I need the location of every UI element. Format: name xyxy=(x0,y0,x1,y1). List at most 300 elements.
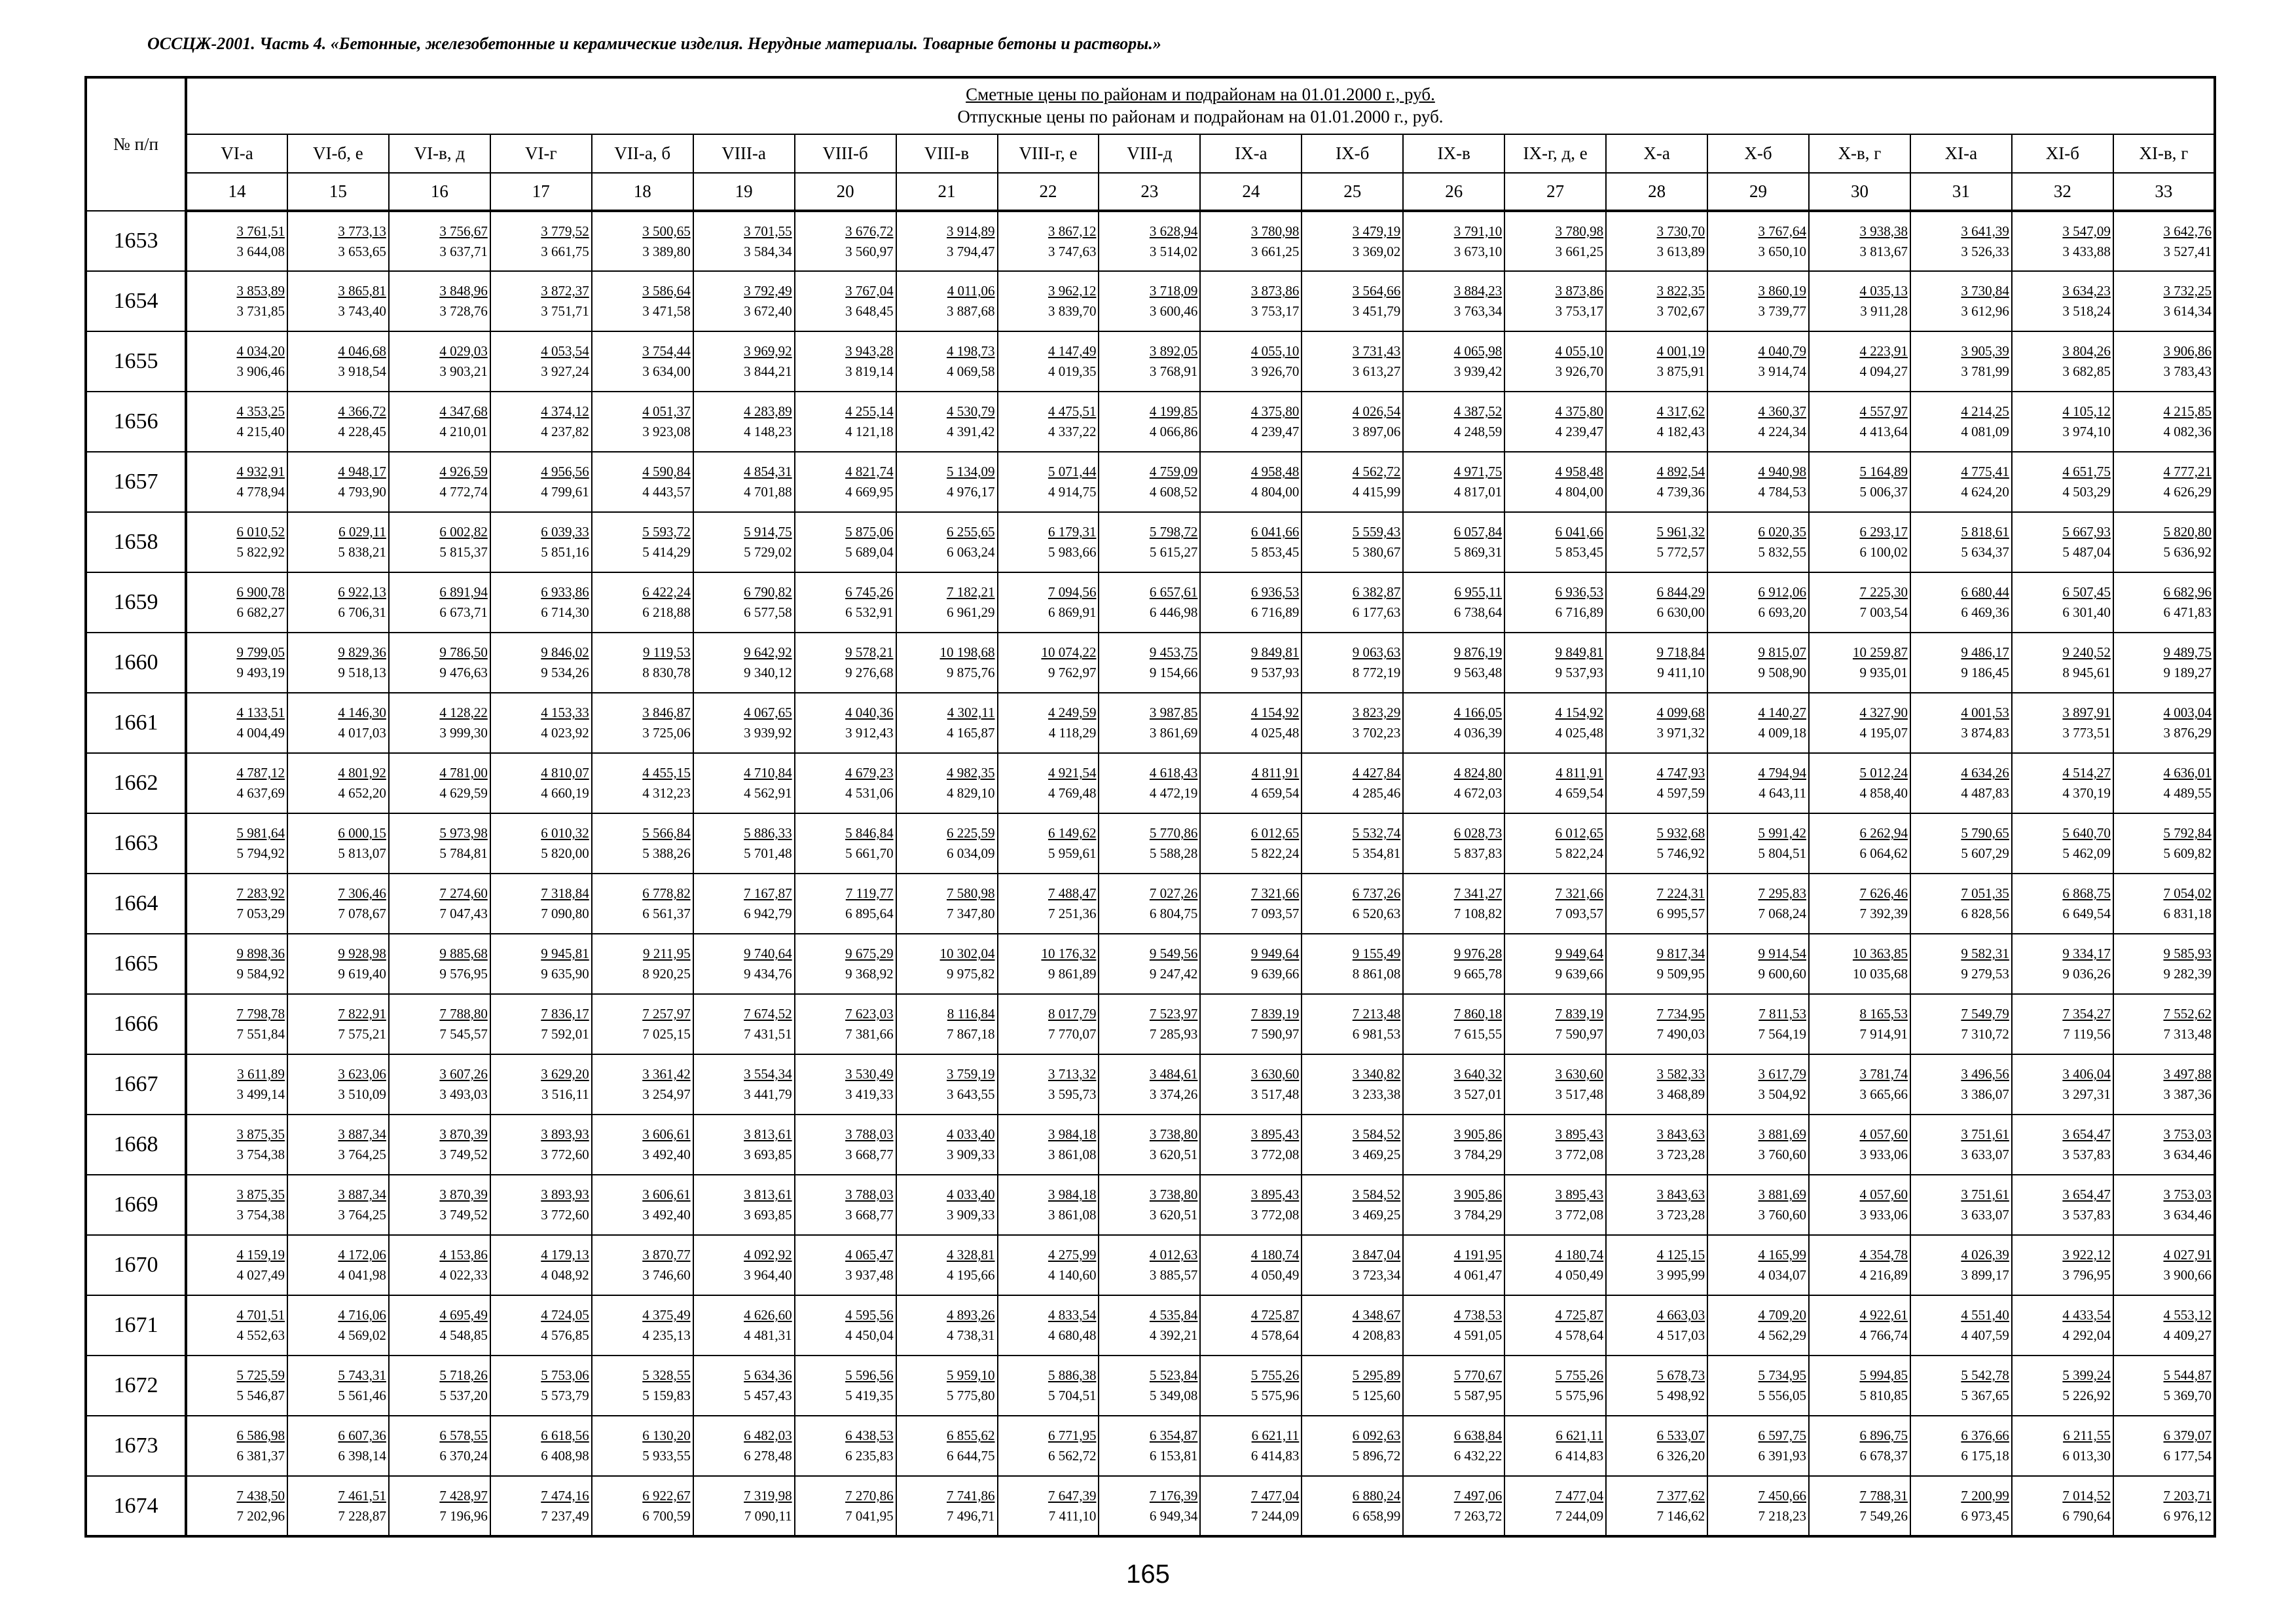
estimate-price: 4 099,68 xyxy=(1656,705,1705,720)
estimate-price: 4 375,80 xyxy=(1250,403,1300,419)
release-price: 3 620,51 xyxy=(1149,1207,1198,1223)
price-cell xyxy=(795,271,896,331)
price-cell xyxy=(592,874,693,934)
price-cell xyxy=(1200,1356,1302,1416)
release-price: 3 537,83 xyxy=(2062,1207,2111,1223)
estimate-price: 7 839,19 xyxy=(1250,1006,1300,1022)
estimate-price: 3 895,43 xyxy=(1250,1126,1300,1142)
release-price: 3 906,46 xyxy=(236,363,285,379)
release-price: 3 600,46 xyxy=(1149,303,1198,319)
price-cell xyxy=(2012,392,2113,452)
release-price: 3 939,42 xyxy=(1453,363,1503,379)
price-cell xyxy=(1606,452,1707,512)
release-price: 6 301,40 xyxy=(2062,604,2111,620)
release-price: 3 731,85 xyxy=(236,303,285,319)
release-price: 3 693,85 xyxy=(744,1147,792,1162)
release-price: 7 867,18 xyxy=(947,1026,995,1042)
estimate-price: 6 179,31 xyxy=(1048,524,1097,540)
price-cell xyxy=(1200,1175,1302,1235)
estimate-price: 3 753,03 xyxy=(2163,1126,2212,1142)
price-cell xyxy=(1910,874,2012,934)
column-number: 26 xyxy=(1403,173,1504,211)
price-cell xyxy=(1809,1295,1910,1356)
price-cell xyxy=(287,271,389,331)
estimate-price: 6 130,20 xyxy=(642,1428,691,1443)
price-cell xyxy=(795,1175,896,1235)
price-cell xyxy=(1707,572,1809,633)
price-cell xyxy=(896,1054,998,1115)
estimate-price: 9 799,05 xyxy=(236,644,285,660)
release-price: 9 875,76 xyxy=(947,665,995,680)
estimate-price: 5 134,09 xyxy=(947,464,995,479)
price-cell xyxy=(1504,1175,1606,1235)
price-cell xyxy=(1302,271,1403,331)
release-price: 4 118,29 xyxy=(1048,725,1097,741)
release-price: 6 995,57 xyxy=(1656,906,1705,921)
release-price: 7 108,82 xyxy=(1453,906,1503,921)
release-price: 5 813,07 xyxy=(338,845,386,861)
estimate-price: 3 813,61 xyxy=(744,1187,792,1202)
release-price: 4 224,34 xyxy=(1758,424,1806,439)
price-cell xyxy=(2113,1476,2215,1536)
price-cell xyxy=(1200,1054,1302,1115)
release-price: 4 237,82 xyxy=(541,424,589,439)
estimate-price: 3 804,26 xyxy=(2062,343,2111,359)
estimate-price: 4 046,68 xyxy=(338,343,386,359)
price-cell xyxy=(1302,1235,1403,1295)
release-price: 5 419,35 xyxy=(845,1388,894,1403)
estimate-price: 6 607,36 xyxy=(338,1428,386,1443)
price-cell xyxy=(1707,1416,1809,1476)
release-price: 3 909,33 xyxy=(947,1147,995,1162)
estimate-price: 7 257,97 xyxy=(642,1006,691,1022)
column-number: 17 xyxy=(490,173,592,211)
estimate-price: 9 453,75 xyxy=(1149,644,1198,660)
price-cell xyxy=(1302,633,1403,693)
column-number: 21 xyxy=(896,173,998,211)
estimate-price: 5 640,70 xyxy=(2062,825,2111,841)
estimate-price: 6 922,13 xyxy=(338,584,386,600)
price-cell xyxy=(693,994,795,1054)
estimate-price: 4 040,79 xyxy=(1758,343,1806,359)
price-cell xyxy=(490,1175,592,1235)
price-cell xyxy=(389,813,490,874)
column-number: 27 xyxy=(1504,173,1606,211)
estimate-price: 4 179,13 xyxy=(541,1247,589,1263)
estimate-price: 4 191,95 xyxy=(1453,1247,1503,1263)
price-cell xyxy=(1302,1115,1403,1175)
release-price: 6 561,37 xyxy=(642,906,691,921)
price-cell xyxy=(186,392,287,452)
release-price: 6 063,24 xyxy=(947,544,995,560)
release-price: 3 754,38 xyxy=(236,1147,285,1162)
estimate-price: 3 860,19 xyxy=(1758,283,1806,299)
estimate-price: 7 176,39 xyxy=(1149,1487,1198,1504)
release-price: 4 195,66 xyxy=(947,1267,995,1283)
price-cell xyxy=(1504,1356,1606,1416)
price-cell xyxy=(795,1054,896,1115)
release-price: 9 584,92 xyxy=(236,966,285,982)
release-price: 3 781,99 xyxy=(1961,363,2009,379)
price-cell xyxy=(896,392,998,452)
estimate-price: 4 940,98 xyxy=(1758,464,1806,479)
estimate-price: 3 584,52 xyxy=(1352,1126,1401,1142)
estimate-price: 3 607,26 xyxy=(439,1066,488,1082)
estimate-price: 4 824,80 xyxy=(1453,765,1503,781)
estimate-price: 5 886,38 xyxy=(1048,1367,1097,1383)
price-cell xyxy=(490,512,592,572)
release-price: 7 202,96 xyxy=(236,1507,285,1524)
release-price: 7 575,21 xyxy=(338,1026,386,1042)
estimate-price: 4 001,19 xyxy=(1656,343,1705,359)
estimate-price: 6 955,11 xyxy=(1454,584,1503,600)
estimate-price: 3 584,52 xyxy=(1352,1187,1401,1202)
release-price: 6 895,64 xyxy=(845,906,894,921)
column-number: 29 xyxy=(1707,173,1809,211)
price-cell xyxy=(1809,874,1910,934)
estimate-price: 3 906,86 xyxy=(2163,343,2212,359)
release-price: 5 772,57 xyxy=(1656,544,1705,560)
price-cell xyxy=(896,994,998,1054)
release-price: 4 829,10 xyxy=(947,785,995,801)
price-cell xyxy=(490,1235,592,1295)
column-number: 32 xyxy=(2012,173,2113,211)
price-cell xyxy=(998,572,1099,633)
price-cell xyxy=(490,753,592,813)
estimate-price: 9 849,81 xyxy=(1555,644,1604,660)
release-price: 8 830,78 xyxy=(642,665,691,680)
price-cell xyxy=(1606,753,1707,813)
price-cell xyxy=(592,1295,693,1356)
release-price: 4 025,48 xyxy=(1555,725,1604,741)
price-cell xyxy=(1302,392,1403,452)
price-cell xyxy=(896,874,998,934)
release-price: 3 911,28 xyxy=(1860,303,1908,319)
price-cell xyxy=(1606,693,1707,753)
estimate-price: 4 948,17 xyxy=(338,464,386,479)
release-price: 5 498,92 xyxy=(1656,1388,1705,1403)
price-cell xyxy=(1302,874,1403,934)
region-header: X-в, г xyxy=(1809,134,1910,173)
estimate-price: 3 873,86 xyxy=(1250,283,1300,299)
estimate-price: 7 321,66 xyxy=(1250,885,1300,901)
estimate-price: 4 971,75 xyxy=(1453,464,1503,479)
estimate-price: 4 026,54 xyxy=(1352,403,1401,419)
release-price: 6 235,83 xyxy=(845,1448,894,1464)
price-cell xyxy=(389,452,490,512)
estimate-price: 4 833,54 xyxy=(1048,1307,1097,1323)
release-price: 5 588,28 xyxy=(1149,845,1198,861)
table-row xyxy=(86,753,2215,813)
estimate-price: 3 611,89 xyxy=(237,1066,285,1082)
estimate-price: 4 725,87 xyxy=(1250,1307,1300,1323)
estimate-price: 6 422,24 xyxy=(642,584,691,600)
price-cell xyxy=(1099,1356,1200,1416)
estimate-price: 3 847,04 xyxy=(1352,1247,1401,1263)
price-cell xyxy=(1606,392,1707,452)
release-price: 7 146,62 xyxy=(1656,1507,1705,1524)
estimate-price: 3 873,86 xyxy=(1555,283,1604,299)
price-cell xyxy=(1606,1115,1707,1175)
release-price: 3 874,83 xyxy=(1961,725,2009,741)
estimate-price: 4 958,48 xyxy=(1250,464,1300,479)
release-price: 7 068,24 xyxy=(1758,906,1806,921)
row-number: 1660 xyxy=(86,633,186,693)
release-price: 7 347,80 xyxy=(947,906,995,921)
price-cell xyxy=(186,994,287,1054)
release-price: 5 388,26 xyxy=(642,845,691,861)
estimate-price: 9 675,29 xyxy=(845,946,894,961)
price-cell xyxy=(896,1175,998,1235)
release-price: 6 532,91 xyxy=(845,604,894,620)
estimate-price: 4 932,91 xyxy=(236,464,285,479)
estimate-price-title: Сметные цены по районам и подрайонам на 01.01.2000 г., руб. xyxy=(966,84,1435,105)
price-cell xyxy=(998,1356,1099,1416)
price-cell xyxy=(592,331,693,392)
row-number: 1664 xyxy=(86,874,186,934)
estimate-price: 4 636,01 xyxy=(2163,765,2212,781)
release-price: 3 451,79 xyxy=(1352,303,1401,319)
price-cell xyxy=(2012,1115,2113,1175)
release-price: 10 035,68 xyxy=(1852,966,1908,982)
release-price: 4 370,19 xyxy=(2062,785,2111,801)
release-price: 7 564,19 xyxy=(1758,1026,1806,1042)
release-price: 7 003,54 xyxy=(1859,604,1908,620)
release-price: 5 367,65 xyxy=(1961,1388,2009,1403)
price-cell xyxy=(795,934,896,994)
release-price: 6 414,83 xyxy=(1555,1448,1604,1464)
estimate-price: 3 484,61 xyxy=(1149,1066,1198,1082)
price-cell xyxy=(490,1476,592,1536)
estimate-price: 3 905,86 xyxy=(1453,1126,1503,1142)
release-price: 9 639,66 xyxy=(1250,966,1300,982)
estimate-price: 5 071,44 xyxy=(1048,464,1097,479)
estimate-price: 4 738,53 xyxy=(1453,1307,1503,1323)
estimate-price: 6 790,82 xyxy=(744,584,792,600)
estimate-price: 3 617,79 xyxy=(1758,1066,1806,1082)
row-number: 1659 xyxy=(86,572,186,633)
estimate-price: 7 274,60 xyxy=(439,885,488,901)
release-price: 6 177,63 xyxy=(1352,604,1401,620)
price-cell xyxy=(490,1054,592,1115)
release-price: 3 297,31 xyxy=(2062,1086,2111,1102)
estimate-price: 6 225,59 xyxy=(947,825,995,841)
release-price: 4 976,17 xyxy=(947,484,995,500)
release-price: 7 078,67 xyxy=(338,906,386,921)
price-cell xyxy=(693,572,795,633)
release-price: 3 903,21 xyxy=(439,363,488,379)
estimate-price: 4 128,22 xyxy=(439,705,488,720)
price-cell xyxy=(592,813,693,874)
estimate-price: 6 382,87 xyxy=(1352,584,1401,600)
estimate-price: 6 379,07 xyxy=(2163,1428,2212,1443)
estimate-price: 9 815,07 xyxy=(1758,644,1806,660)
release-price: 5 746,92 xyxy=(1656,845,1705,861)
price-cell xyxy=(2012,1476,2113,1536)
price-cell xyxy=(896,934,998,994)
price-cell xyxy=(1403,813,1504,874)
price-cell xyxy=(1403,693,1504,753)
estimate-price: 4 854,31 xyxy=(744,464,792,479)
price-cell xyxy=(2113,1235,2215,1295)
estimate-price: 9 928,98 xyxy=(338,946,386,961)
estimate-price: 9 585,93 xyxy=(2163,946,2212,961)
price-cell xyxy=(2113,753,2215,813)
price-cell xyxy=(1302,1295,1403,1356)
release-price: 4 285,46 xyxy=(1352,785,1401,801)
release-price: 4 450,04 xyxy=(845,1327,894,1343)
price-cell xyxy=(389,1356,490,1416)
estimate-price: 7 203,71 xyxy=(2163,1487,2212,1504)
header-row-title xyxy=(86,77,2215,134)
release-price: 3 527,41 xyxy=(2163,243,2212,259)
estimate-price: 4 958,48 xyxy=(1555,464,1604,479)
estimate-price: 5 875,06 xyxy=(845,524,894,540)
estimate-price: 7 182,21 xyxy=(947,584,995,600)
price-cell xyxy=(1099,512,1200,572)
estimate-price: 7 428,97 xyxy=(439,1487,488,1504)
release-price: 3 650,10 xyxy=(1758,243,1806,259)
release-price: 3 634,00 xyxy=(642,363,691,379)
release-price: 3 723,34 xyxy=(1352,1267,1401,1283)
price-cell xyxy=(287,1356,389,1416)
estimate-price: 3 870,39 xyxy=(439,1126,488,1142)
release-price: 4 292,04 xyxy=(2062,1327,2111,1343)
estimate-price: 4 551,40 xyxy=(1961,1307,2009,1323)
release-price: 3 764,25 xyxy=(338,1207,386,1223)
price-cell xyxy=(1200,1115,1302,1175)
column-number: 33 xyxy=(2113,173,2215,211)
price-cell xyxy=(2012,572,2113,633)
release-price: 7 549,26 xyxy=(1859,1507,1908,1524)
estimate-price: 7 674,52 xyxy=(744,1006,792,1022)
release-price: 3 504,92 xyxy=(1758,1086,1806,1102)
estimate-price: 4 695,49 xyxy=(439,1307,488,1323)
price-cell xyxy=(1910,331,2012,392)
estimate-price: 3 654,47 xyxy=(2062,1126,2111,1142)
release-price: 4 050,49 xyxy=(1555,1267,1604,1283)
release-price: 6 153,81 xyxy=(1149,1448,1198,1464)
release-price: 4 337,22 xyxy=(1048,424,1097,439)
price-cell xyxy=(1403,633,1504,693)
price-cell xyxy=(896,633,998,693)
release-price: 4 778,94 xyxy=(236,484,285,500)
price-cell xyxy=(592,994,693,1054)
price-cell xyxy=(2012,813,2113,874)
estimate-price: 6 482,03 xyxy=(744,1428,792,1443)
price-cell xyxy=(490,211,592,271)
estimate-price: 4 781,00 xyxy=(439,765,488,781)
release-price: 4 652,20 xyxy=(338,785,386,801)
price-cell xyxy=(389,271,490,331)
table-row xyxy=(86,633,2215,693)
estimate-price: 6 900,78 xyxy=(236,584,285,600)
estimate-price: 9 945,81 xyxy=(541,946,589,961)
release-price: 3 527,01 xyxy=(1453,1086,1503,1102)
price-cell xyxy=(1910,1416,2012,1476)
estimate-price: 3 897,91 xyxy=(2062,705,2111,720)
price-cell xyxy=(693,452,795,512)
release-price: 3 964,40 xyxy=(744,1267,792,1283)
row-number: 1665 xyxy=(86,934,186,994)
price-cell xyxy=(1200,392,1302,452)
price-cell xyxy=(1707,1295,1809,1356)
price-cell xyxy=(1099,813,1200,874)
estimate-price: 4 716,06 xyxy=(338,1307,386,1323)
price-cell xyxy=(896,693,998,753)
release-price: 9 975,82 xyxy=(947,966,995,982)
release-price: 6 469,36 xyxy=(1961,604,2009,620)
estimate-price: 6 618,56 xyxy=(541,1428,589,1443)
price-cell xyxy=(1099,753,1200,813)
price-cell xyxy=(1302,1356,1403,1416)
estimate-price: 4 154,92 xyxy=(1555,705,1604,720)
price-cell xyxy=(287,1295,389,1356)
estimate-price: 9 578,21 xyxy=(845,644,894,660)
release-price: 6 381,37 xyxy=(236,1448,285,1464)
release-price: 6 716,89 xyxy=(1250,604,1300,620)
estimate-price: 4 283,89 xyxy=(744,403,792,419)
price-cell xyxy=(389,633,490,693)
estimate-price: 4 154,92 xyxy=(1250,705,1300,720)
price-cell xyxy=(693,1175,795,1235)
estimate-price: 3 582,33 xyxy=(1656,1066,1705,1082)
release-price: 3 926,70 xyxy=(1250,363,1300,379)
estimate-price: 7 321,66 xyxy=(1555,885,1604,901)
price-cell xyxy=(1809,211,1910,271)
price-cell xyxy=(998,1295,1099,1356)
price-cell xyxy=(1200,1295,1302,1356)
release-price: 3 254,97 xyxy=(642,1086,691,1102)
price-cell xyxy=(186,331,287,392)
release-price: 4 608,52 xyxy=(1149,484,1198,500)
estimate-price: 5 755,26 xyxy=(1555,1367,1604,1383)
release-price: 3 937,48 xyxy=(845,1267,894,1283)
price-cell xyxy=(490,874,592,934)
price-cell xyxy=(998,1054,1099,1115)
table-row xyxy=(86,1416,2215,1476)
price-cell xyxy=(2113,1356,2215,1416)
estimate-price: 4 249,59 xyxy=(1048,705,1097,720)
release-price: 3 389,80 xyxy=(642,243,691,259)
estimate-price: 4 811,91 xyxy=(1251,765,1300,781)
price-cell xyxy=(1606,1476,1707,1536)
release-price: 9 282,39 xyxy=(2163,966,2212,982)
release-price: 7 196,96 xyxy=(439,1507,488,1524)
release-price: 7 093,57 xyxy=(1555,906,1604,921)
price-cell xyxy=(1403,1295,1504,1356)
release-price: 6 064,62 xyxy=(1859,845,1908,861)
release-price: 3 772,60 xyxy=(541,1207,589,1223)
release-price: 3 751,71 xyxy=(541,303,589,319)
estimate-price: 7 549,79 xyxy=(1961,1006,2009,1022)
estimate-price: 3 767,04 xyxy=(845,283,894,299)
price-cell xyxy=(1200,874,1302,934)
price-cell xyxy=(592,452,693,512)
row-number: 1657 xyxy=(86,452,186,512)
price-cell xyxy=(287,934,389,994)
release-price: 4 487,83 xyxy=(1961,785,2009,801)
release-price: 4 022,33 xyxy=(439,1267,488,1283)
estimate-price: 3 870,77 xyxy=(642,1247,691,1263)
estimate-price: 4 374,12 xyxy=(541,403,589,419)
price-cell xyxy=(693,1416,795,1476)
estimate-price: 4 553,12 xyxy=(2163,1307,2212,1323)
price-cell xyxy=(287,211,389,271)
release-price: 9 600,60 xyxy=(1758,966,1806,982)
estimate-price: 3 984,18 xyxy=(1048,1187,1097,1202)
estimate-price: 5 295,89 xyxy=(1352,1367,1401,1383)
